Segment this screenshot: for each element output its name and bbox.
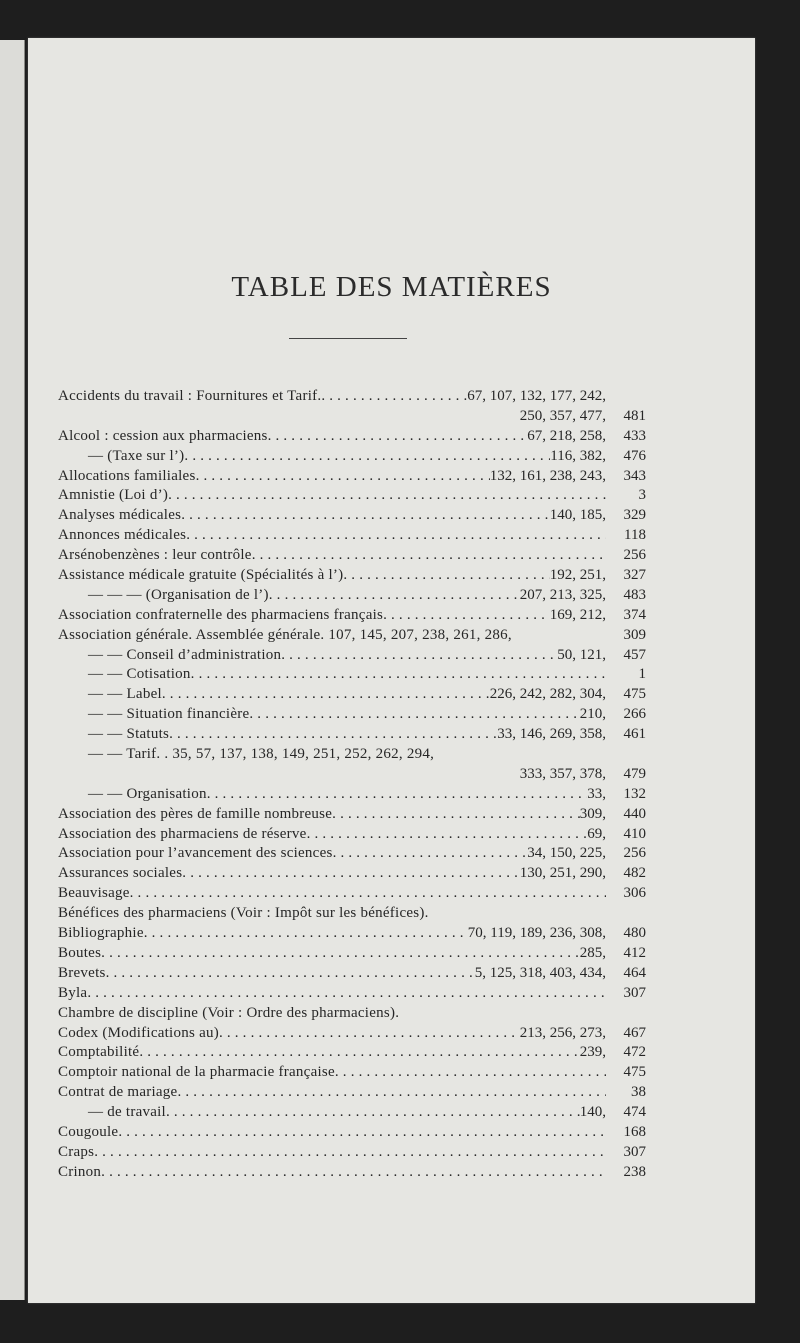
entry-last-page: 374 <box>623 606 646 623</box>
entry-label: Contrat de mariage <box>58 1084 178 1101</box>
entry-last-page: 266 <box>623 706 646 723</box>
entry-pages: 116, 382, <box>550 447 606 464</box>
title-divider <box>289 338 407 339</box>
entry-label: — (Taxe sur l’) <box>88 447 185 464</box>
index-list <box>58 387 646 1183</box>
index-entry <box>58 1163 646 1183</box>
entry-pages: 140, <box>579 1104 606 1121</box>
leader-dots <box>269 586 520 606</box>
entry-last-page: 329 <box>623 507 646 524</box>
entry-last-page: 483 <box>623 586 646 603</box>
leader-dots <box>184 447 550 467</box>
leader-dots <box>144 924 468 944</box>
entry-pages: 130, 251, 290, <box>519 865 606 882</box>
index-entry <box>58 486 646 506</box>
leader-dots <box>252 546 606 566</box>
index-entry <box>58 844 646 864</box>
index-entry <box>58 864 646 884</box>
index-entry <box>58 725 646 745</box>
index-entry <box>58 1123 646 1143</box>
entry-last-page: 412 <box>623 944 646 961</box>
index-entry <box>58 646 646 666</box>
index-entry <box>58 407 646 427</box>
book-page <box>28 38 755 1303</box>
entry-pages: 69, <box>587 825 606 842</box>
entry-pages: 50, 121, <box>557 646 606 663</box>
entry-pages: 213, 256, 273, <box>519 1024 606 1041</box>
index-entry <box>58 606 646 626</box>
entry-last-page: 475 <box>623 1064 646 1081</box>
leader-dots <box>101 944 580 964</box>
facing-page-edge <box>0 40 25 1300</box>
leader-dots <box>335 1063 606 1083</box>
entry-label: Association des pharmaciens de réserve <box>58 825 307 842</box>
index-entry <box>58 984 646 1004</box>
entry-label: Crinon <box>58 1163 102 1180</box>
index-entry <box>58 805 646 825</box>
entry-pages: 309, <box>579 805 606 822</box>
leader-dots <box>321 387 467 407</box>
leader-dots <box>166 1103 580 1123</box>
entry-pages: 67, 107, 132, 177, 242, <box>467 388 606 404</box>
entry-label: Association confraternelle des pharmaciens français <box>58 606 384 623</box>
index-entry <box>58 626 646 646</box>
index-entry <box>58 665 646 685</box>
entry-label: Analyses médicales <box>58 507 182 524</box>
entry-label: Cougoule <box>58 1123 119 1140</box>
index-entry <box>58 884 646 904</box>
leader-dots <box>101 1163 606 1183</box>
index-entry <box>58 546 646 566</box>
index-entry <box>58 1043 646 1063</box>
entry-pages: 285, <box>579 944 606 961</box>
leader-dots <box>281 646 557 666</box>
entry-label: Comptabilité <box>58 1044 140 1061</box>
entry-last-page: 457 <box>623 646 646 663</box>
leader-dots <box>139 1043 579 1063</box>
entry-label: Annonces médicales <box>58 527 187 544</box>
entry-last-page: 467 <box>623 1024 646 1041</box>
entry-last-page: 168 <box>623 1123 646 1140</box>
leader-dots <box>333 844 528 864</box>
entry-label: — — Tarif. . 35, 57, 137, 138, 149, 251, 252, 262, 294, <box>88 746 435 763</box>
entry-pages: 70, 119, 189, 236, 308, <box>467 925 606 942</box>
leader-dots <box>343 566 549 586</box>
entry-label: Byla <box>58 984 88 1001</box>
leader-dots <box>191 665 606 685</box>
entry-last-page: 3 <box>638 487 646 504</box>
entry-last-page: 440 <box>623 805 646 822</box>
leader-dots <box>182 864 519 884</box>
index-entry <box>58 586 646 606</box>
leader-dots <box>118 1123 606 1143</box>
entry-label: Alcool : cession aux pharmaciens <box>58 427 268 444</box>
entry-pages: 140, 185, <box>549 507 606 524</box>
entry-label: Bibliographie <box>58 925 144 942</box>
entry-label: — — Conseil d’administration <box>88 646 282 663</box>
index-entry <box>58 705 646 725</box>
index-entry <box>58 924 646 944</box>
index-entry <box>58 964 646 984</box>
entry-label: — — Organisation <box>88 785 207 802</box>
index-entry <box>58 387 646 407</box>
entry-last-page: 306 <box>623 885 646 902</box>
entry-last-page: 476 <box>623 447 646 464</box>
leader-dots <box>130 884 606 904</box>
index-entry <box>58 1063 646 1083</box>
entry-label: — de travail <box>88 1104 166 1121</box>
entry-last-page: 256 <box>623 845 646 862</box>
leader-dots <box>94 1143 606 1163</box>
entry-last-page: 1 <box>638 666 646 683</box>
leader-dots <box>87 984 606 1004</box>
entry-last-page: 474 <box>623 1104 646 1121</box>
entry-pages: 67, 218, 258, <box>527 427 606 444</box>
index-entry <box>58 1024 646 1044</box>
entry-label: Association pour l’avancement des sciences <box>58 845 333 862</box>
entry-label: — — Label <box>88 686 162 703</box>
index-entry <box>58 785 646 805</box>
entry-last-page: 238 <box>623 1163 646 1180</box>
entry-pages: 239, <box>579 1044 606 1061</box>
index-entry <box>58 765 646 785</box>
entry-last-page <box>606 1004 646 1024</box>
entry-label: Amnistie (Loi d’) <box>58 487 169 504</box>
index-entry <box>58 904 646 924</box>
entry-label: Codex (Modifications au) <box>58 1024 219 1041</box>
entry-last-page: 132 <box>623 785 646 802</box>
index-entry <box>58 506 646 526</box>
entry-label: Association des pères de famille nombreuse <box>58 805 333 822</box>
leader-dots <box>268 427 528 447</box>
entry-pages: 34, 150, 225, <box>527 845 606 862</box>
index-entry <box>58 825 646 845</box>
entry-pages: 192, 251, <box>549 567 606 584</box>
leader-dots <box>162 685 490 705</box>
entry-pages: 5, 125, 318, 403, 434, <box>474 964 606 981</box>
entry-last-page: 475 <box>623 686 646 703</box>
index-entry <box>58 1143 646 1163</box>
entry-label: Accidents du travail : Fournitures et Tarif. <box>58 388 322 404</box>
entry-last-page: 307 <box>623 984 646 1001</box>
entry-label: — — Situation financière <box>88 706 250 723</box>
entry-label: Association générale. Assemblée générale. 107, 145, 207, 238, 261, 286, <box>58 626 512 643</box>
entry-pages: 169, 212, <box>549 606 606 623</box>
entry-pages: 132, 161, 238, 243, <box>489 467 606 484</box>
entry-label: Comptoir national de la pharmacie française <box>58 1064 335 1081</box>
entry-last-page: 307 <box>623 1143 646 1160</box>
leader-dots <box>169 725 497 745</box>
leader-dots <box>207 785 588 805</box>
leader-dots <box>219 1024 520 1044</box>
entry-label: Bénéfices des pharmaciens (Voir : Impôt sur les bénéfices). <box>58 905 429 922</box>
entry-last-page: 480 <box>623 925 646 942</box>
entry-last-page: 118 <box>624 527 646 544</box>
index-entry <box>58 427 646 447</box>
entry-last-page: 433 <box>623 427 646 444</box>
entry-pages: 33, <box>587 785 606 802</box>
entry-last-page: 309 <box>623 626 646 643</box>
leader-dots <box>168 486 606 506</box>
index-entry <box>58 566 646 586</box>
leader-dots <box>383 606 550 626</box>
entry-last-page: 464 <box>623 964 646 981</box>
entry-last-page: 481 <box>623 407 646 424</box>
index-entry <box>58 467 646 487</box>
entry-label: Beauvisage <box>58 885 130 902</box>
entry-label: — — — (Organisation de l’) <box>88 586 269 603</box>
entry-last-page <box>606 387 646 407</box>
index-entry <box>58 1004 646 1024</box>
entry-pages: 333, 357, 378, <box>519 765 606 782</box>
index-entry <box>58 745 646 765</box>
entry-last-page: 256 <box>623 547 646 564</box>
entry-label: Brevets <box>58 964 106 981</box>
entry-label: — — Cotisation <box>88 666 191 683</box>
leader-dots <box>186 526 606 546</box>
entry-last-page <box>606 904 646 924</box>
entry-last-page: 461 <box>623 726 646 743</box>
entry-label: Boutes <box>58 944 102 961</box>
leader-dots <box>307 825 588 845</box>
entry-pages: 33, 146, 269, 358, <box>497 726 606 743</box>
index-entry <box>58 944 646 964</box>
entry-label: Assurances sociales <box>58 865 183 882</box>
entry-label: — — Statuts <box>88 726 170 743</box>
entry-label: Allocations familiales <box>58 467 196 484</box>
page-title: TABLE DES MATIÈRES <box>231 271 552 303</box>
entry-last-page <box>606 745 646 765</box>
entry-last-page: 410 <box>623 825 646 842</box>
entry-pages: 207, 213, 325, <box>519 586 606 603</box>
entry-last-page: 327 <box>623 567 646 584</box>
entry-label: Chambre de discipline (Voir : Ordre des pharmaciens). <box>58 1004 400 1021</box>
leader-dots <box>196 467 490 487</box>
leader-dots <box>177 1083 606 1103</box>
leader-dots <box>332 805 580 825</box>
entry-pages: 210, <box>579 706 606 723</box>
entry-label: Arsénobenzènes : leur contrôle <box>58 547 252 564</box>
index-entry <box>58 1103 646 1123</box>
index-entry <box>58 1083 646 1103</box>
index-entry <box>58 685 646 705</box>
entry-last-page: 472 <box>623 1044 646 1061</box>
index-entry <box>58 526 646 546</box>
entry-last-page: 479 <box>623 765 646 782</box>
leader-dots <box>249 705 579 725</box>
entry-last-page: 482 <box>623 865 646 882</box>
index-entry <box>58 447 646 467</box>
leader-dots <box>181 506 550 526</box>
leader-dots <box>106 964 475 984</box>
entry-pages: 226, 242, 282, 304, <box>489 686 606 703</box>
entry-pages: 250, 357, 477, <box>519 407 606 424</box>
entry-label: Craps <box>58 1143 95 1160</box>
entry-last-page: 38 <box>631 1084 646 1101</box>
entry-last-page: 343 <box>623 467 646 484</box>
entry-label: Assistance médicale gratuite (Spécialités à l’) <box>58 567 344 584</box>
